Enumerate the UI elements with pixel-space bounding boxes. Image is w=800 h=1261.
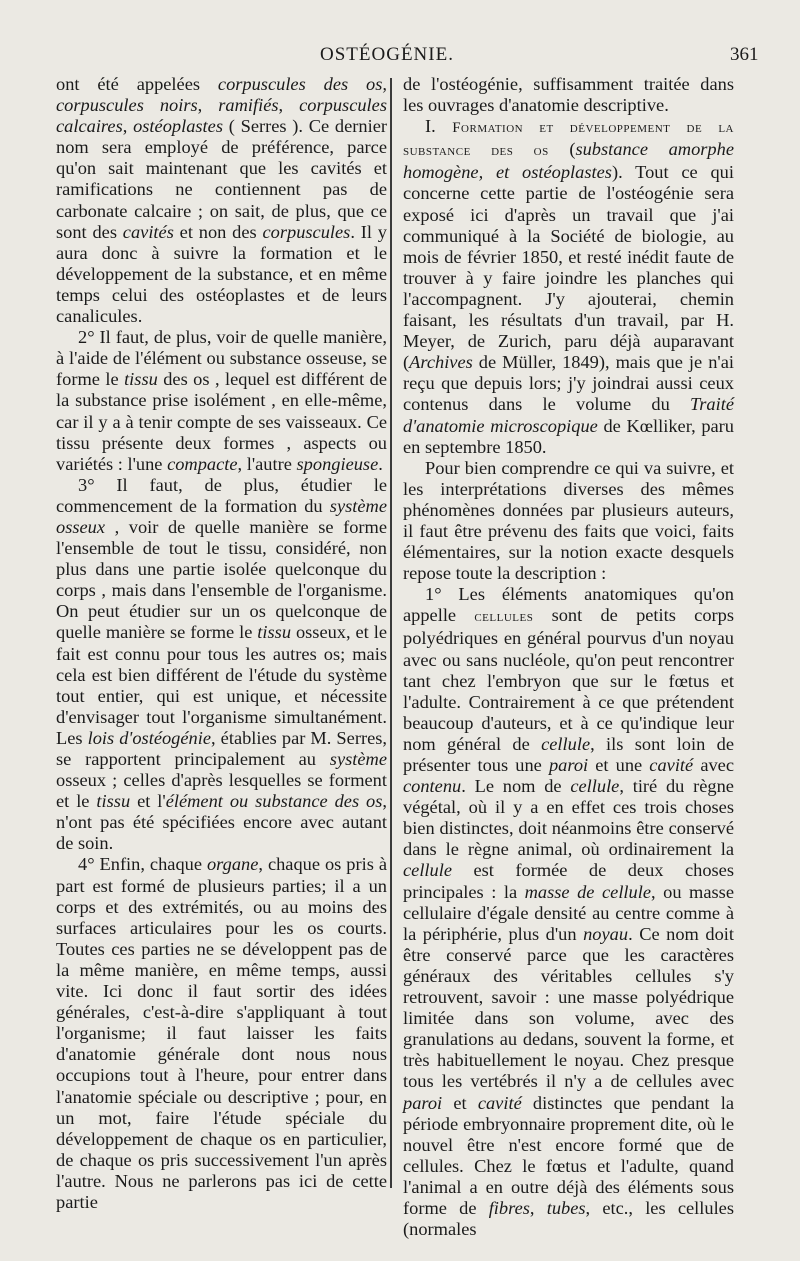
text-run: . Le nom de	[461, 776, 571, 797]
italic-text: cavités	[122, 221, 174, 242]
text-run: , voir de quelle manière se forme l'ensemble de tout le tissu, considéré, non plus dans une partie isolée quelconque du corps , mais dans l'ensemble de l'organisme. On peut étudier sur un os quelconque de quelle manière se forme le	[56, 516, 387, 643]
italic-text: élément ou substance des os	[165, 791, 383, 812]
italic-text: noyau	[583, 923, 629, 944]
smallcaps-text: cellules	[474, 609, 534, 626]
italic-text: système osseux	[56, 495, 387, 537]
text-run: sont de petits corps polyédriques en général pourvus d'un noyau avec ou sans nucléole, qu'on peut rencontrer tant chez l'embryon que sur le fœtus et l'adulte. Contrairement à ce que prétendent beaucoup d'auteurs, et à ce qu'indique leur nom général de	[403, 605, 734, 754]
italic-text: organe	[206, 854, 259, 875]
italic-text: cavité	[477, 1092, 522, 1113]
text-run: osseux ; celles d'après lesquelles se forment et le	[56, 770, 387, 812]
text-run: 4° Enfin, chaque	[78, 854, 207, 875]
text-run: osseux, et le fait est connu pour tous les autres os; mais cela est bien différent de l'étude du système tout entier, qui est unique, et nécessite d'envisager tout l'organisme simultanément. Les	[56, 622, 387, 748]
italic-text: corpuscules calcaires	[56, 95, 387, 137]
text-run: et non des	[173, 221, 263, 242]
italic-text: tissu	[96, 791, 131, 812]
italic-text: tubes	[546, 1197, 586, 1218]
italic-text: corpuscules des os, corpuscules noirs	[56, 74, 387, 116]
text-run: , n'ont pas été spécifiées encore avec autant de soin.	[56, 791, 387, 854]
text-run: Pour bien comprendre ce qui va suivre, et les interprétations diverses des mêmes phénomènes données par plusieurs auteurs, il faut être prévenu des faits que voici, faits élémentaires, sur la notion exacte desquels repose toute la description :	[403, 457, 734, 584]
text-run: avec	[693, 755, 734, 775]
italic-text: masse de cellule	[524, 881, 652, 902]
text-run: , ou masse cellulaire d'égale densité au centre comme à la périphérie, plus d'un	[403, 881, 734, 944]
text-run: , tiré du règne végétal, où il y a en effet ces trois choses bien distinctes, doit néanmoins être conservé dans le règne animal, où ordinairement la	[403, 776, 734, 860]
left-column	[56, 74, 387, 1213]
italic-text: ostéoplastes	[133, 116, 223, 137]
text-run: . Ce nom doit être conservé parce que les caractères généraux des véritables cellules s'y retrouvent, savoir : une masse polyédrique limitée dans son volume, avec des granulations au dedans, souvent la forme, et très habituellement le noyau. Chez presque tous les vertébrés il n'y a de cellules avec	[403, 923, 734, 1092]
text-run: des os , lequel est différent de la substance prise isolément , en elle-même, car il y a à tenir compte de ses vaisseaux. Ce tissu présente deux formes , aspects ou variétés : l'une	[56, 369, 387, 474]
text-run: ,	[197, 95, 219, 116]
text-run: ,	[278, 95, 300, 116]
italic-text: spongieuse	[296, 453, 379, 474]
running-head	[0, 44, 800, 68]
italic-text: contenu	[403, 776, 462, 797]
paragraph	[403, 74, 734, 116]
italic-text: substance amorphe homogène, et ostéoplastes	[403, 139, 734, 183]
smallcaps-text: Formation et développement de la substance des os	[403, 120, 734, 160]
italic-text: cellule	[570, 776, 620, 797]
text-run: ( Serres ). Ce dernier nom sera employé de préférence, parce qu'on sait maintenant que les cavités et ramifications ne contiennent pas de carbonate calcaire ; on sait, de plus, que ce sont des	[56, 116, 387, 242]
paragraph	[403, 584, 734, 1240]
paragraph	[403, 116, 734, 458]
paragraph	[56, 475, 387, 855]
text-run: 2° Il faut, de plus, voir de quelle manière, à l'aide de l'élément ou substance osseuse, se forme le	[56, 327, 387, 390]
text-run: ,	[529, 1197, 547, 1218]
text-run: 1° Les éléments anatomiques qu'on appelle	[403, 584, 734, 626]
text-run: , l'autre	[237, 453, 297, 474]
italic-text: Traité d'anatomie microscopique	[403, 394, 734, 436]
page-number: 361	[730, 44, 759, 65]
text-run: , établies par M. Serres, se rapportent principalement au	[56, 727, 387, 769]
italic-text: cellule	[541, 733, 591, 754]
text-run: .	[378, 453, 383, 474]
text-run: est formée de deux choses principales : la	[403, 860, 734, 902]
column-rule	[390, 78, 392, 1188]
italic-text: cellule	[403, 860, 453, 881]
text-run: , etc., les cellules (normales	[403, 1197, 734, 1240]
text-run: et une	[588, 755, 650, 775]
italic-text: tissu	[257, 622, 292, 643]
italic-text: lois d'ostéogénie	[87, 727, 212, 748]
text-run: et	[442, 1092, 478, 1113]
paragraph	[56, 74, 387, 327]
text-run: de Kœlliker, paru en septembre 1850.	[403, 415, 734, 457]
text-run: . Il y aura donc à suivre la formation et le développement de la substance, et en même temps celui des ostéoplastes et de leurs canalicules.	[56, 221, 387, 327]
italic-text: Archives	[409, 352, 473, 373]
text-run: distinctes que pendant la période embryonnaire proprement dite, où le nouvel être n'est encore formé que de cellules. Chez le fœtus et l'adulte, quand l'animal a en outre déjà des éléments sous forme de	[403, 1092, 734, 1218]
italic-text: corpuscules	[262, 221, 351, 242]
paragraph	[56, 854, 387, 1213]
text-run: de Müller, 1849), mais que je n'ai reçu que depuis lors; j'y joindrai aussi ceux contenus dans le volume du	[403, 352, 734, 415]
text-run: de l'ostéogénie, suffisamment traitée dans les ouvrages d'anatomie descriptive.	[403, 74, 734, 116]
right-column	[403, 74, 734, 1240]
text-run: 3° Il faut, de plus, étudier le commencement de la formation du	[56, 474, 387, 516]
italic-text: fibres	[488, 1197, 530, 1218]
text-run: (	[548, 139, 576, 160]
italic-text: paroi	[548, 755, 589, 775]
italic-text: paroi	[403, 1092, 443, 1113]
italic-text: tissu	[124, 369, 158, 390]
paragraph	[403, 458, 734, 585]
text-run: I.	[425, 116, 453, 137]
text-run: , chaque os pris à part est formé de plusieurs parties; il a un corps et des extrémités, ou au moins des surfaces articulaires pour les os courts. Toutes ces parties ne se développent pas de la même manière, en même temps, aussi vite. Ici donc il faut sortir des idées générales, c'est-à-dire s'appliquant à tout l'organisme; il faut laisser les faits d'anatomie générale dont nous nous occupions tout à l'heure, pour entrer dans l'anatomie spéciale ou descriptive ; pour, en un mot, faire l'étude spéciale du développement de chaque os en particulier, de chaque os pris successivement l'un après l'autre. Nous ne parlerons pas ici de cette partie	[56, 854, 388, 1212]
text-run: ). Tout ce qui concerne cette partie de l'ostéogénie sera exposé ici d'après un travail que j'ai communiqué à la Société de biologie, au mois de février 1850, et resté inédit faute de trouver à y faire joindre les planches qui l'accompagnent. J'y ajouterai, chemin faisant, les résultats d'un travail, par H. Meyer, de Zurich, paru déjà auparavant (	[403, 162, 734, 373]
italic-text: système	[329, 749, 387, 769]
running-head-title: OSTÉOGÉNIE.	[320, 44, 454, 65]
text-run: ont été appelées	[56, 74, 218, 94]
paragraph	[56, 327, 387, 475]
italic-text: ramifiés	[218, 95, 279, 116]
italic-text: cavité	[649, 755, 694, 775]
text-run: et l'	[130, 791, 166, 812]
text-run: , ils sont loin de présenter tous une	[403, 733, 734, 775]
italic-text: compacte	[167, 453, 238, 474]
text-run: ,	[122, 116, 134, 137]
